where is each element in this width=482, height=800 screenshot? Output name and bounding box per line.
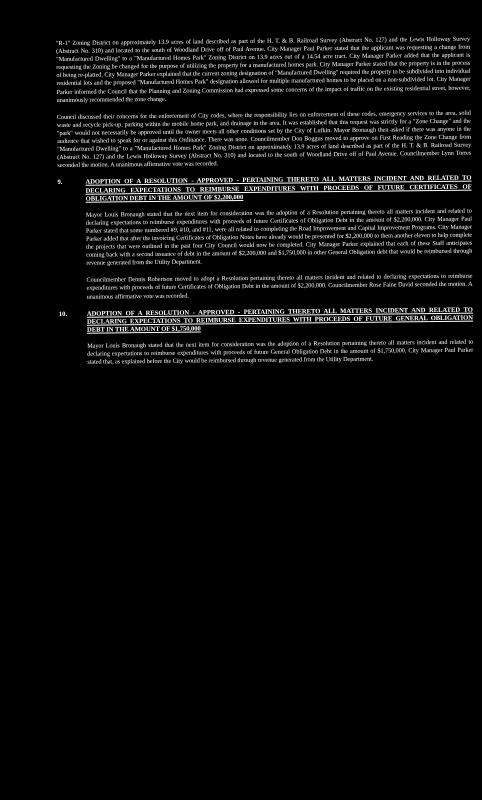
paragraph-item-9-motion: Councilmember Dennis Robertson moved to adopt a Resolution pertaining thereto all matters incident and related to declaring expectations to reimburse expenditures with proceeds of future Certificates of Obligation Debt in the amount of $2,200,000. Councilmember Rose Faine David seconded the motion. A unanimous affirmative vote was recorded. [86,272,473,301]
paragraph-item-9-discussion: Mayor Louis Bronaugh stated that the next item for consideration was the adoption of a Resolution pertaining thereto all matters incident and related to declaring expectations to reimburse expenditures with proceeds of future Certificates of Obligation Debt in the amount of $2,200,000. City Manager Paul Parker stated that some numbered #9, #10, and #11, were all related to completing the Road Improvement and Capital Improvement Programs. City Manager Parker added that after the invoicing Certificates of Obligation Notes have already would be presented for $2,200,000 to them another eleven to help complete the projects that were outlined in the past four City Council would now be completed. City Manager Parker explained that each of these Staff anticipates coming back with a second issuance of debt in the amount of $2,200,000 and $1,750,000 in other General Obligation debt that would be reimbursed through revenue generated from the Utility Department. [85,207,473,267]
item-number: 9. [57,179,63,187]
paragraph-zone-change: "R-1" Zoning District on approximately 13.9 acres of land described as part of the H. T. & B. Railroad Survey (Abstract No. 127) and the Lewis Holloway Survey (Abstract No. 310) and located to the south of Woodland Drive off of Paul Avenue. City Manager Paul Parker stated that the applicant was requesting a change from "Manufactured Dwelling" to a "Manufactured Homes Park" Zoning District on 13.9 acres out of a 14.54 acre tract. City Manager Parker added that the applicant is requesting the Zoning be changed for the purpose of utilizing the property for a manufactured homes park. City Manager Parker stated that the property is in the process of being re-platted. City Manager Parker explained that the current zoning designation of "Manufactured Dwelling" required the property to be subdivided into individual residential lots and the proposed "Manufactured Homes Park" designation allowed for multiple manufactured homes to be placed on a non-subdivided lot. City Manager Parker informed the Council that the Planning and Zoning Commission had expressed some concerns of the impact of traffic on the existing residential street, however, unanimously recommended the zone change. [56,35,471,104]
page-content [56,36,473,368]
paragraph-council-discussion: Council discussed their concerns for the enforcement of City codes, where the responsibility lies on enforcement of these codes, emergency services to the area, solid waste and recycle pick-up, parking within the mobile home park, and drainage in the area. It was established that this request was strictly for a "Zone Change" and the "park" would not necessarily be approved until the owner meets all other conditions set by the City of Lufkin. Mayor Bronaugh then asked if there was anyone in the audience that wished to speak for or against this Ordinance. There was none. Councilmember Don Boggus moved to approve on First Reading the Zone Change from "Manufactured Dwelling" to a "Manufactured Homes Park" Zoning District on approximately 13.9 acres of land described as part of the H. T. & B. Railroad Survey (Abstract No. 127) and the Lewis Holloway Survey (Abstract No. 310) and located to the south of Woodland Drive off of Paul Avenue. Councilmember Lynn Torres seconded the motion. A unanimous affirmative vote was recorded. [56,109,472,170]
item-title: ADOPTION OF A RESOLUTION - APPROVED - PERTAINING THERETO ALL MATTERS INCIDENT AND RELATED TO DECLARING EXPECTATIONS TO REIMBURSE EXPENDITURES WITH PROCEEDS OF FUTURE GENERAL OBLIGATION DEBT IN THE AMOUNT OF $1,750,000 [86,306,473,334]
paragraph-item-10-discussion: Mayor Louis Bronaugh stated that the next item for consideration was the adoption of a Resolution pertaining thereto all matters incident and related to declaring expectations to reimburse expenditures with proceeds of future General Obligation Debt in the amount of $1,750,000. City Manager Paul Parker stated that, as explained before the City would be reimbursed through revenue generated from the Utility Department. [87,338,474,366]
agenda-item-10 [59,306,474,367]
item-title: ADOPTION OF A RESOLUTION - APPROVED - PERTAINING THERETO ALL MATTERS INCIDENT AND RELATED TO DECLARING EXPECTATIONS TO REIMBURSE EXPENDITURES WITH PROCEEDS OF FUTURE CERTIFICATES OF OBLIGATION DEBT IN THE AMOUNT OF $2,200,000 [85,175,472,203]
agenda-item-9 [57,175,472,302]
item-number: 10. [58,310,68,318]
